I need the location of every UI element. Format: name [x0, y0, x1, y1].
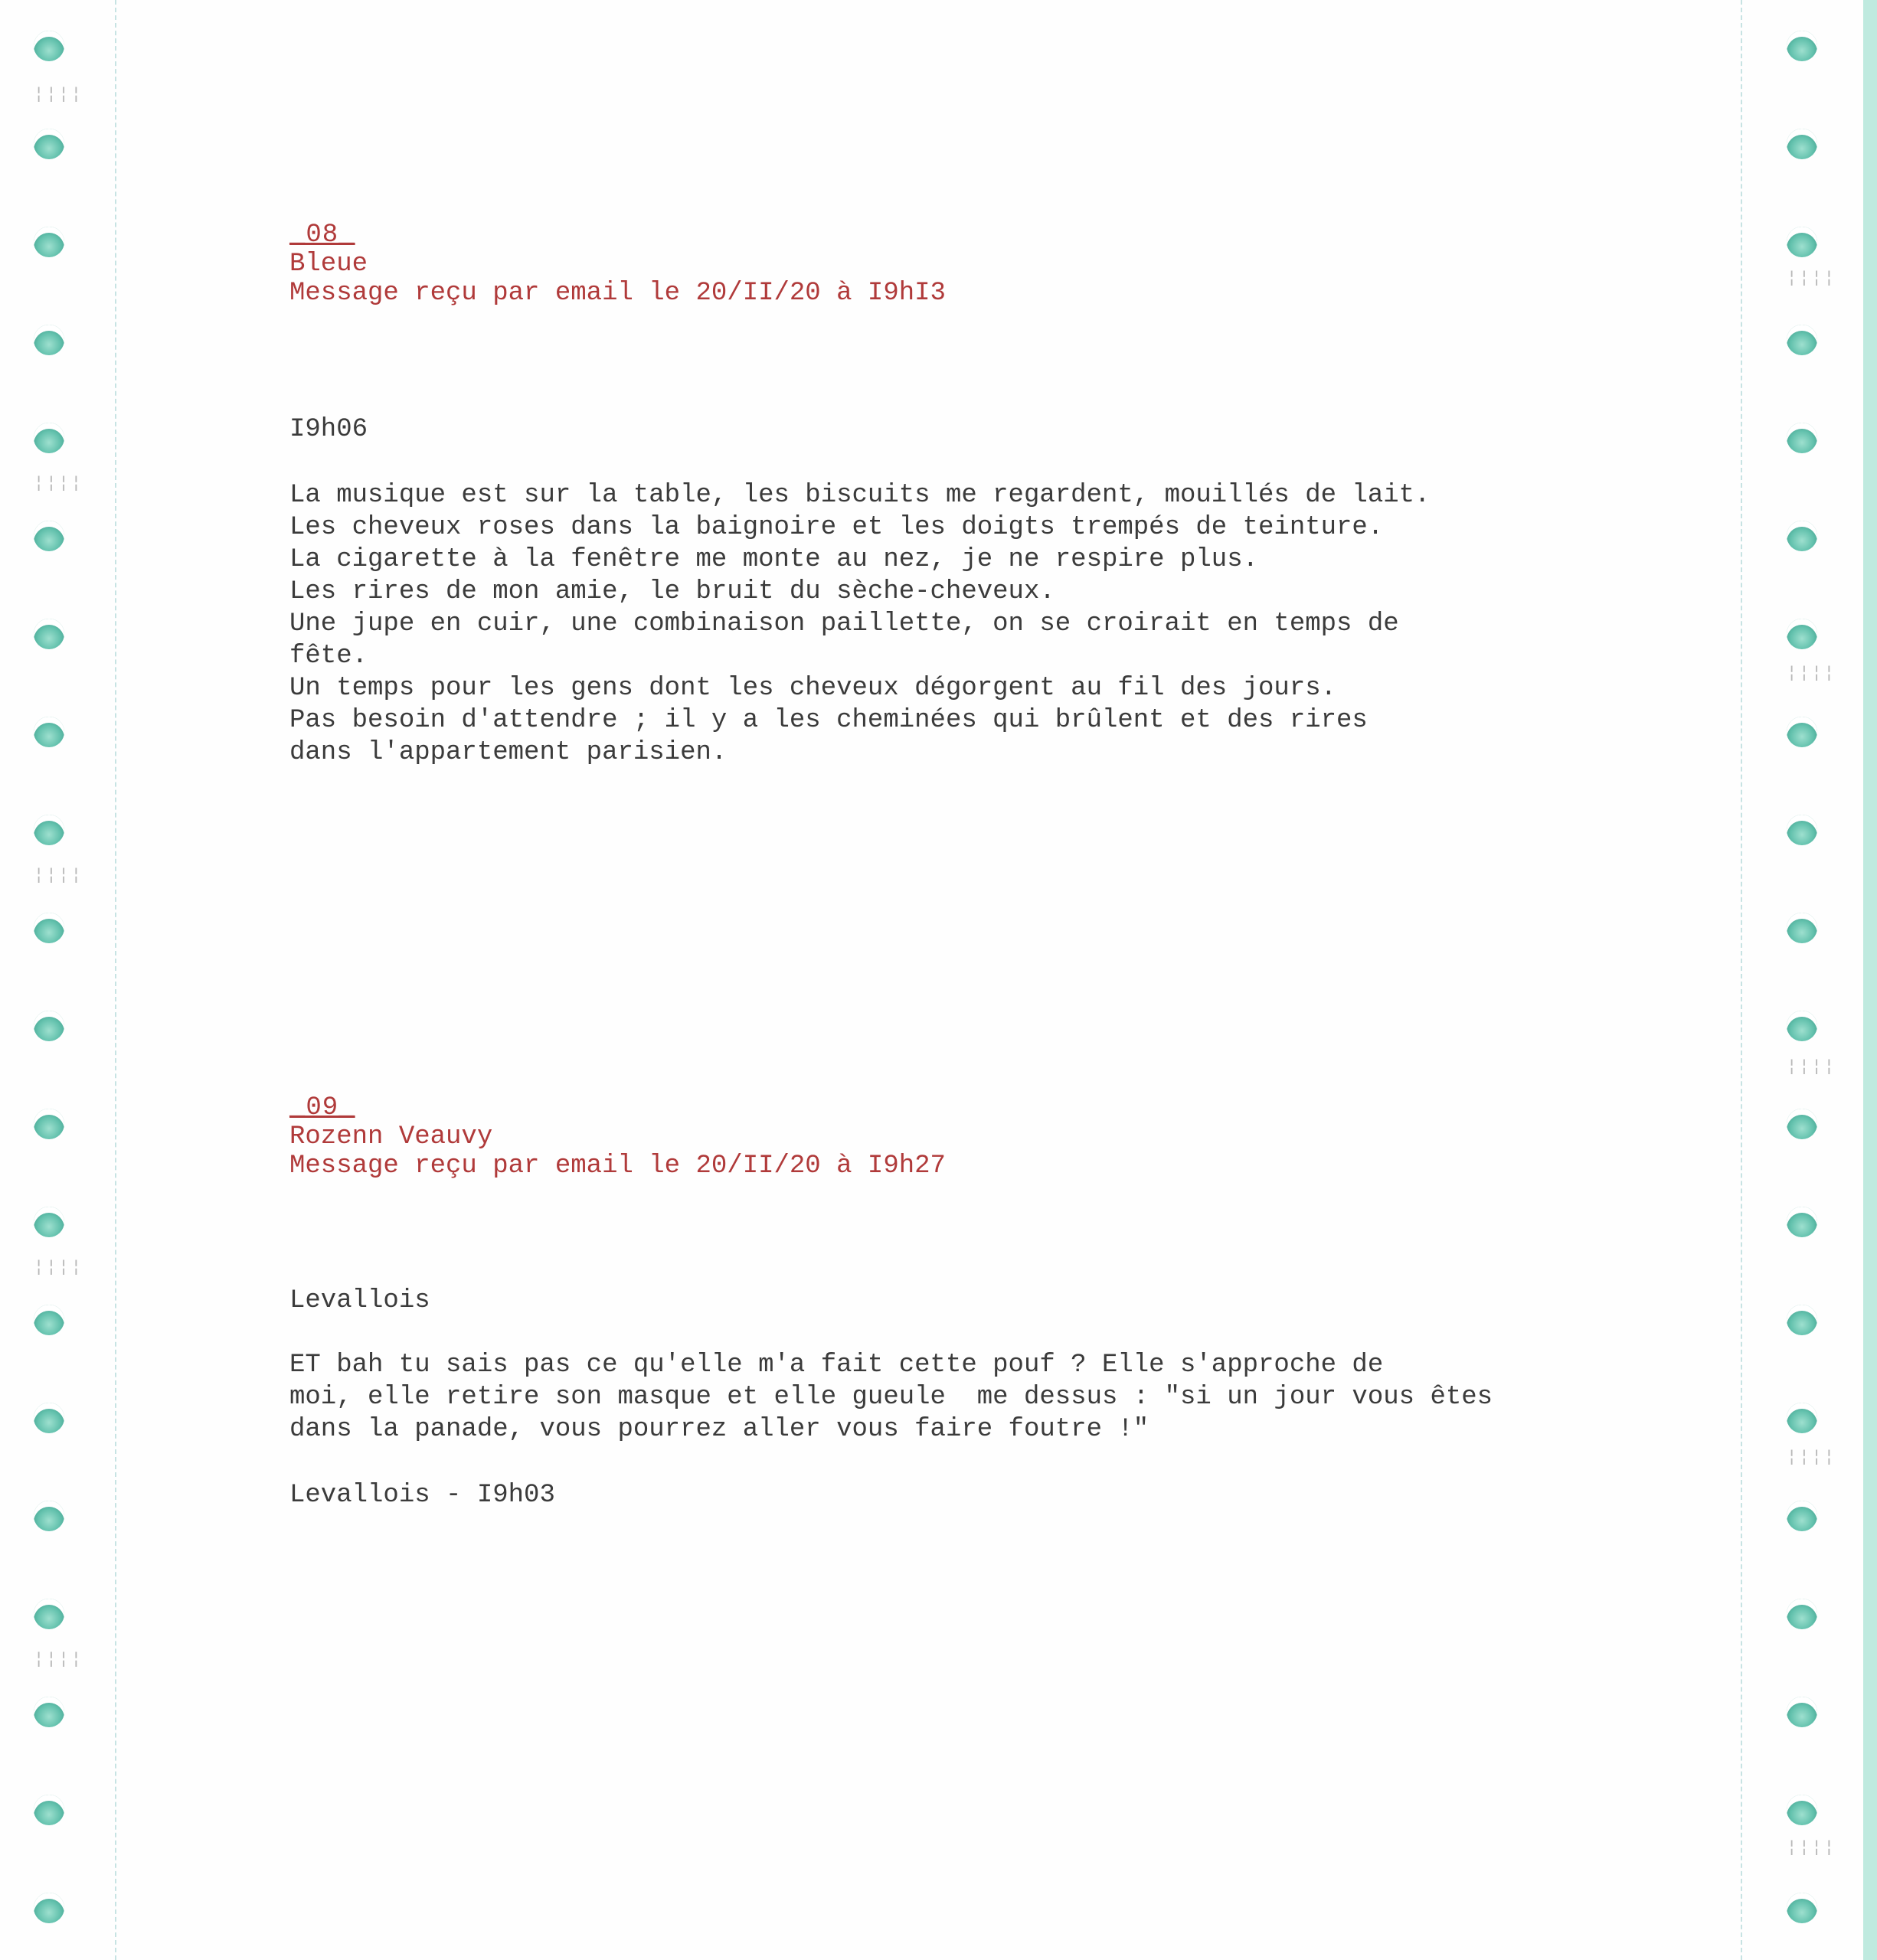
feed-hole [34, 1305, 64, 1335]
feed-hole [34, 619, 64, 649]
tear-tick: ¦¦¦¦ [34, 84, 83, 103]
feed-hole [1787, 325, 1817, 355]
feed-hole [34, 1697, 64, 1727]
feed-hole [1787, 913, 1817, 943]
feed-hole [1787, 1109, 1817, 1139]
body-line: Les rires de mon amie, le bruit du sèche-cheveux. [289, 577, 1055, 606]
feed-hole [34, 717, 64, 747]
left-perforation-line [115, 0, 116, 1960]
feed-hole [1787, 31, 1817, 61]
tear-tick: ¦¦¦¦ [34, 1257, 83, 1276]
left-feed-holes [34, 0, 83, 1960]
feed-hole [1787, 521, 1817, 551]
tear-tick: ¦¦¦¦ [1787, 1447, 1836, 1466]
entry-09 [289, 1093, 1591, 1511]
tear-tick: ¦¦¦¦ [34, 1649, 83, 1668]
feed-hole [1787, 1697, 1817, 1727]
feed-hole [1787, 1893, 1817, 1923]
entry-number: _09_ [289, 1093, 355, 1122]
body-line: Une jupe en cuir, une combinaison paillette, on se croirait en temps de [289, 609, 1399, 639]
feed-hole [1787, 1403, 1817, 1433]
feed-hole [1787, 1305, 1817, 1335]
feed-hole [34, 227, 64, 257]
feed-hole [34, 129, 64, 159]
body-line: La cigarette à la fenêtre me monte au nez, je ne respire plus. [289, 545, 1259, 574]
feed-hole [1787, 619, 1817, 649]
body-line: Les cheveux roses dans la baignoire et les doigts trempés de teinture. [289, 513, 1384, 542]
feed-hole [34, 325, 64, 355]
entry-body [289, 479, 1591, 769]
feed-hole [34, 1207, 64, 1237]
feed-hole [34, 1403, 64, 1433]
tear-tick: ¦¦¦¦ [1787, 268, 1836, 287]
feed-hole [34, 1795, 64, 1825]
entry-08 [289, 220, 1591, 769]
feed-hole [1787, 1501, 1817, 1531]
right-feed-holes [1787, 0, 1836, 1960]
entry-author: Rozenn Veauvy [289, 1122, 493, 1152]
feed-hole [34, 423, 64, 453]
body-line: La musique est sur la table, les biscuits me regardent, mouillés de lait. [289, 481, 1431, 510]
entry-signature: Levallois - I9h03 [289, 1481, 555, 1510]
entry-author: Bleue [289, 250, 368, 279]
feed-hole [1787, 227, 1817, 257]
body-line: ET bah tu sais pas ce qu'elle m'a fait cette pouf ? Elle s'approche de [289, 1351, 1384, 1380]
feed-hole [34, 1011, 64, 1041]
entry-received-line: Message reçu par email le 20/II/20 à I9h27 [289, 1152, 946, 1181]
feed-hole [34, 1893, 64, 1923]
feed-hole [1787, 423, 1817, 453]
feed-hole [1787, 1207, 1817, 1237]
tear-tick: ¦¦¦¦ [1787, 1057, 1836, 1076]
feed-hole [34, 31, 64, 61]
entry-received-line: Message reçu par email le 20/II/20 à I9hI3 [289, 279, 946, 308]
feed-hole [1787, 129, 1817, 159]
green-paper-edge [1863, 0, 1877, 1960]
feed-hole [34, 815, 64, 845]
tear-tick: ¦¦¦¦ [34, 865, 83, 884]
feed-hole [34, 521, 64, 551]
tear-tick: ¦¦¦¦ [1787, 663, 1836, 682]
entry-body [289, 1349, 1591, 1446]
body-line: fête. [289, 642, 368, 671]
body-line: Un temps pour les gens dont les cheveux dégorgent au fil des jours. [289, 674, 1337, 703]
entry-place: Levallois [289, 1286, 430, 1315]
feed-hole [1787, 1795, 1817, 1825]
body-line: moi, elle retire son masque et elle gueule me dessus : "si un jour vous êtes [289, 1383, 1493, 1412]
feed-hole [34, 1109, 64, 1139]
entry-time: I9h06 [289, 415, 368, 444]
feed-hole [1787, 1599, 1817, 1629]
feed-hole [1787, 717, 1817, 747]
feed-hole [34, 1599, 64, 1629]
body-line: dans la panade, vous pourrez aller vous faire foutre !" [289, 1415, 1149, 1444]
body-line: Pas besoin d'attendre ; il y a les cheminées qui brûlent et des rires [289, 706, 1368, 735]
body-line: dans l'appartement parisien. [289, 738, 728, 767]
feed-hole [1787, 815, 1817, 845]
feed-hole [1787, 1011, 1817, 1041]
tear-tick: ¦¦¦¦ [34, 473, 83, 492]
feed-hole [34, 1501, 64, 1531]
tear-tick: ¦¦¦¦ [1787, 1838, 1836, 1857]
right-perforation-line [1741, 0, 1742, 1960]
feed-hole [34, 913, 64, 943]
entry-number: _08_ [289, 220, 355, 250]
